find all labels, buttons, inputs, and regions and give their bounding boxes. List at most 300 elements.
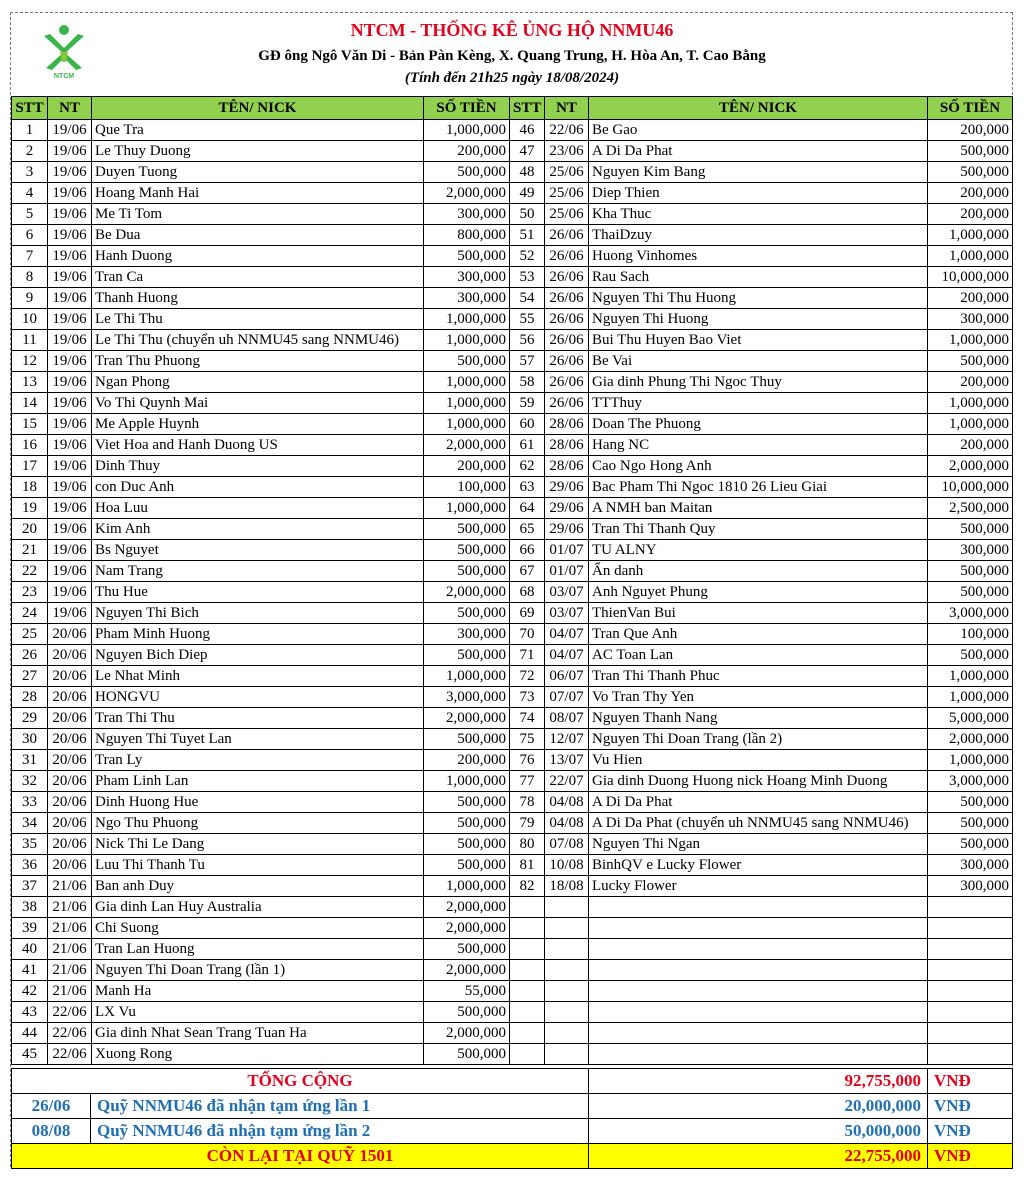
amount-cell: 1,000,000 <box>928 246 1013 267</box>
amount-cell: 500,000 <box>928 834 1013 855</box>
name-cell: HONGVU <box>92 687 424 708</box>
stt-cell: 10 <box>12 309 48 330</box>
stt-cell: 41 <box>12 960 48 981</box>
stt-cell: 55 <box>510 309 545 330</box>
stt-cell: 40 <box>12 939 48 960</box>
date-cell: 04/07 <box>545 645 589 666</box>
amount-cell: 200,000 <box>928 204 1013 225</box>
name-cell: Luu Thi Thanh Tu <box>92 855 424 876</box>
advance2-amount: 50,000,000 <box>589 1119 928 1144</box>
date-cell: 01/07 <box>545 540 589 561</box>
date-cell: 21/06 <box>48 981 92 1002</box>
donation-table-left <box>11 96 510 1065</box>
amount-cell: 300,000 <box>424 624 510 645</box>
stt-cell: 39 <box>12 918 48 939</box>
amount-cell: 1,000,000 <box>424 771 510 792</box>
name-cell: Tran Ly <box>92 750 424 771</box>
table-row <box>12 1023 510 1044</box>
amount-cell: 300,000 <box>928 876 1013 897</box>
table-row <box>12 750 510 771</box>
table-row <box>12 582 510 603</box>
date-cell: 28/06 <box>545 435 589 456</box>
amount-cell: 200,000 <box>424 456 510 477</box>
col-header-name: TÊN/ NICK <box>92 97 424 120</box>
table-row <box>12 813 510 834</box>
name-cell: Ngo Thu Phuong <box>92 813 424 834</box>
table-row <box>12 939 510 960</box>
empty-row <box>510 960 1013 981</box>
name-cell: Tran Que Anh <box>589 624 928 645</box>
stt-cell: 15 <box>12 414 48 435</box>
name-cell: Thu Hue <box>92 582 424 603</box>
amount-cell: 1,000,000 <box>928 330 1013 351</box>
date-cell: 29/06 <box>545 477 589 498</box>
name-cell: Me Ti Tom <box>92 204 424 225</box>
table-row <box>12 855 510 876</box>
amount-cell: 200,000 <box>424 141 510 162</box>
amount-cell: 500,000 <box>424 162 510 183</box>
stt-cell: 63 <box>510 477 545 498</box>
amount-cell: 1,000,000 <box>424 330 510 351</box>
table-row <box>12 393 510 414</box>
total-currency: VNĐ <box>928 1069 1013 1094</box>
table-row <box>12 960 510 981</box>
amount-cell: 2,000,000 <box>424 435 510 456</box>
stt-cell: 68 <box>510 582 545 603</box>
stt-cell: 26 <box>12 645 48 666</box>
date-cell: 19/06 <box>48 477 92 498</box>
table-row <box>12 687 510 708</box>
stt-cell: 61 <box>510 435 545 456</box>
table-row <box>12 729 510 750</box>
name-cell: Be Gao <box>589 120 928 141</box>
amount-cell: 500,000 <box>928 519 1013 540</box>
name-cell <box>589 918 928 939</box>
stt-cell: 20 <box>12 519 48 540</box>
stt-cell: 2 <box>12 141 48 162</box>
date-cell: 28/06 <box>545 456 589 477</box>
amount-cell: 500,000 <box>424 855 510 876</box>
name-cell: Viet Hoa and Hanh Duong US <box>92 435 424 456</box>
stt-cell: 76 <box>510 750 545 771</box>
name-cell: Pham Minh Huong <box>92 624 424 645</box>
amount-cell: 2,000,000 <box>424 708 510 729</box>
as-of-date: (Tính đến 21h25 ngày 18/08/2024) <box>404 70 620 86</box>
amount-cell: 100,000 <box>424 477 510 498</box>
stt-cell: 50 <box>510 204 545 225</box>
amount-cell: 1,000,000 <box>928 393 1013 414</box>
stt-cell: 12 <box>12 351 48 372</box>
stt-cell <box>510 897 545 918</box>
date-cell: 29/06 <box>545 519 589 540</box>
name-cell <box>589 1002 928 1023</box>
donation-table-right <box>509 96 1013 1065</box>
date-cell: 19/06 <box>48 330 92 351</box>
date-cell: 26/06 <box>545 267 589 288</box>
stt-cell: 34 <box>12 813 48 834</box>
table-row <box>510 414 1013 435</box>
date-cell: 19/06 <box>48 351 92 372</box>
table-row <box>12 540 510 561</box>
name-cell: Ẩn danh <box>589 561 928 582</box>
amount-cell: 500,000 <box>424 1044 510 1065</box>
stt-cell: 38 <box>12 897 48 918</box>
table-row <box>12 834 510 855</box>
amount-cell: 1,000,000 <box>424 498 510 519</box>
amount-cell <box>928 1023 1013 1044</box>
date-cell: 19/06 <box>48 309 92 330</box>
stt-cell: 35 <box>12 834 48 855</box>
date-cell: 19/06 <box>48 561 92 582</box>
date-cell: 21/06 <box>48 897 92 918</box>
table-row <box>510 120 1013 141</box>
name-cell: Huong Vinhomes <box>589 246 928 267</box>
stt-cell: 46 <box>510 120 545 141</box>
name-cell: Gia dinh Duong Huong nick Hoang Minh Duong <box>589 771 928 792</box>
amount-cell <box>928 897 1013 918</box>
empty-row <box>510 1044 1013 1065</box>
stt-cell: 32 <box>12 771 48 792</box>
table-row <box>510 771 1013 792</box>
stt-cell: 80 <box>510 834 545 855</box>
stt-cell: 21 <box>12 540 48 561</box>
name-cell: Nguyen Bich Diep <box>92 645 424 666</box>
table-row <box>510 246 1013 267</box>
amount-cell: 800,000 <box>424 225 510 246</box>
name-cell: Cao Ngo Hong Anh <box>589 456 928 477</box>
amount-cell: 300,000 <box>928 309 1013 330</box>
table-row <box>510 645 1013 666</box>
table-row <box>12 456 510 477</box>
date-cell <box>545 897 589 918</box>
amount-cell: 1,000,000 <box>928 687 1013 708</box>
date-cell: 22/06 <box>48 1002 92 1023</box>
date-cell: 20/06 <box>48 645 92 666</box>
name-cell: A Di Da Phat <box>589 141 928 162</box>
amount-cell: 3,000,000 <box>928 603 1013 624</box>
date-cell: 20/06 <box>48 729 92 750</box>
date-cell: 20/06 <box>48 792 92 813</box>
date-cell: 19/06 <box>48 204 92 225</box>
table-row <box>510 624 1013 645</box>
stt-cell: 13 <box>12 372 48 393</box>
amount-cell: 5,000,000 <box>928 708 1013 729</box>
name-cell: Le Nhat Minh <box>92 666 424 687</box>
amount-cell: 1,000,000 <box>424 393 510 414</box>
stt-cell: 25 <box>12 624 48 645</box>
date-cell: 20/06 <box>48 834 92 855</box>
table-row <box>510 561 1013 582</box>
amount-cell: 2,000,000 <box>928 456 1013 477</box>
date-cell: 19/06 <box>48 603 92 624</box>
stt-cell: 51 <box>510 225 545 246</box>
stt-cell: 78 <box>510 792 545 813</box>
date-cell: 19/06 <box>48 225 92 246</box>
name-cell: Diep Thien <box>589 183 928 204</box>
date-cell: 04/07 <box>545 624 589 645</box>
name-cell: Be Vai <box>589 351 928 372</box>
name-cell: Rau Sach <box>589 267 928 288</box>
table-row <box>12 666 510 687</box>
amount-cell: 200,000 <box>928 120 1013 141</box>
name-cell: Kha Thuc <box>589 204 928 225</box>
amount-cell: 100,000 <box>928 624 1013 645</box>
date-cell <box>545 1002 589 1023</box>
stt-cell <box>510 1002 545 1023</box>
date-cell: 19/06 <box>48 246 92 267</box>
advance2-label: Quỹ NNMU46 đã nhận tạm ứng lần 2 <box>91 1119 589 1144</box>
table-row <box>510 855 1013 876</box>
amount-cell: 1,000,000 <box>928 666 1013 687</box>
name-cell: Nam Trang <box>92 561 424 582</box>
date-cell: 01/07 <box>545 561 589 582</box>
stt-cell: 77 <box>510 771 545 792</box>
date-cell: 20/06 <box>48 624 92 645</box>
date-cell: 20/06 <box>48 813 92 834</box>
table-row <box>510 267 1013 288</box>
date-cell: 19/06 <box>48 498 92 519</box>
col-header-name: TÊN/ NICK <box>589 97 928 120</box>
table-row <box>12 1002 510 1023</box>
amount-cell: 2,000,000 <box>424 183 510 204</box>
advance2-date: 08/08 <box>12 1119 91 1144</box>
page-subtitle: GĐ ông Ngô Văn Di - Bản Pàn Kèng, X. Quang Trung, H. Hòa An, T. Cao Bằng <box>258 48 766 64</box>
date-cell: 20/06 <box>48 771 92 792</box>
table-row <box>510 792 1013 813</box>
name-cell: con Duc Anh <box>92 477 424 498</box>
stt-cell <box>510 960 545 981</box>
col-header-stt: STT <box>12 97 48 120</box>
date-cell: 13/07 <box>545 750 589 771</box>
date-cell: 19/06 <box>48 540 92 561</box>
amount-cell: 500,000 <box>424 939 510 960</box>
table-row <box>12 498 510 519</box>
stt-cell: 19 <box>12 498 48 519</box>
name-cell: Vo Thi Quynh Mai <box>92 393 424 414</box>
col-header-stt: STT <box>510 97 545 120</box>
stt-cell: 79 <box>510 813 545 834</box>
amount-cell: 1,000,000 <box>928 225 1013 246</box>
name-cell: Que Tra <box>92 120 424 141</box>
amount-cell: 500,000 <box>928 582 1013 603</box>
name-cell: A Di Da Phat (chuyển uh NNMU45 sang NNMU46) <box>589 813 928 834</box>
stt-cell: 9 <box>12 288 48 309</box>
amount-cell: 500,000 <box>424 561 510 582</box>
date-cell: 20/06 <box>48 687 92 708</box>
table-row <box>12 981 510 1002</box>
amount-cell: 10,000,000 <box>928 477 1013 498</box>
date-cell: 22/06 <box>545 120 589 141</box>
table-row <box>510 666 1013 687</box>
stt-cell: 54 <box>510 288 545 309</box>
stt-cell: 17 <box>12 456 48 477</box>
date-cell: 20/06 <box>48 750 92 771</box>
amount-cell: 3,000,000 <box>424 687 510 708</box>
name-cell: Le Thi Thu (chuyển uh NNMU45 sang NNMU46) <box>92 330 424 351</box>
remaining-currency: VNĐ <box>928 1144 1013 1169</box>
advance1-date: 26/06 <box>12 1094 91 1119</box>
date-cell: 19/06 <box>48 267 92 288</box>
stt-cell: 66 <box>510 540 545 561</box>
table-row <box>12 204 510 225</box>
amount-cell: 2,000,000 <box>424 897 510 918</box>
stt-cell: 43 <box>12 1002 48 1023</box>
stt-cell: 30 <box>12 729 48 750</box>
date-cell: 19/06 <box>48 141 92 162</box>
name-cell: Dinh Thuy <box>92 456 424 477</box>
advance2-currency: VNĐ <box>928 1119 1013 1144</box>
stt-cell: 23 <box>12 582 48 603</box>
table-row <box>12 141 510 162</box>
amount-cell: 200,000 <box>928 288 1013 309</box>
table-row <box>510 519 1013 540</box>
remaining-amount: 22,755,000 <box>589 1144 928 1169</box>
amount-cell: 500,000 <box>424 792 510 813</box>
table-row <box>12 876 510 897</box>
amount-cell <box>928 939 1013 960</box>
name-cell: Gia dinh Lan Huy Australia <box>92 897 424 918</box>
stt-cell: 8 <box>12 267 48 288</box>
table-row <box>510 288 1013 309</box>
name-cell: BinhQV e Lucky Flower <box>589 855 928 876</box>
col-header-nt: NT <box>545 97 589 120</box>
table-row <box>12 519 510 540</box>
name-cell: TTThuy <box>589 393 928 414</box>
name-cell: Lucky Flower <box>589 876 928 897</box>
date-cell: 19/06 <box>48 288 92 309</box>
name-cell: Tran Thi Thanh Phuc <box>589 666 928 687</box>
stt-cell: 75 <box>510 729 545 750</box>
name-cell: Nguyen Thi Tuyet Lan <box>92 729 424 750</box>
date-cell: 04/08 <box>545 813 589 834</box>
stt-cell: 5 <box>12 204 48 225</box>
name-cell: LX Vu <box>92 1002 424 1023</box>
amount-cell: 1,000,000 <box>424 309 510 330</box>
stt-cell: 29 <box>12 708 48 729</box>
name-cell: Hanh Duong <box>92 246 424 267</box>
name-cell: Nick Thi Le Dang <box>92 834 424 855</box>
date-cell: 26/06 <box>545 330 589 351</box>
table-row <box>12 792 510 813</box>
name-cell: Le Thuy Duong <box>92 141 424 162</box>
table-row <box>510 204 1013 225</box>
stt-cell: 44 <box>12 1023 48 1044</box>
name-cell: Duyen Tuong <box>92 162 424 183</box>
name-cell: Me Apple Huynh <box>92 414 424 435</box>
table-row <box>12 309 510 330</box>
amount-cell: 500,000 <box>424 351 510 372</box>
date-cell: 26/06 <box>545 288 589 309</box>
table-row <box>510 162 1013 183</box>
total-label: TỔNG CỘNG <box>12 1069 589 1094</box>
date-cell: 19/06 <box>48 372 92 393</box>
stt-cell: 28 <box>12 687 48 708</box>
name-cell: Bui Thu Huyen Bao Viet <box>589 330 928 351</box>
name-cell: Vu Hien <box>589 750 928 771</box>
name-cell: TU ALNY <box>589 540 928 561</box>
stt-cell <box>510 1044 545 1065</box>
name-cell: Tran Thi Thu <box>92 708 424 729</box>
table-row <box>12 414 510 435</box>
date-cell: 19/06 <box>48 519 92 540</box>
date-cell: 07/07 <box>545 687 589 708</box>
name-cell: Tran Thi Thanh Quy <box>589 519 928 540</box>
advance-row-1 <box>12 1094 1013 1119</box>
amount-cell: 200,000 <box>424 750 510 771</box>
date-cell <box>545 981 589 1002</box>
stt-cell: 14 <box>12 393 48 414</box>
date-cell: 28/06 <box>545 414 589 435</box>
date-cell: 19/06 <box>48 435 92 456</box>
name-cell: Be Dua <box>92 225 424 246</box>
amount-cell: 2,000,000 <box>424 918 510 939</box>
name-cell: ThaiDzuy <box>589 225 928 246</box>
stt-cell: 57 <box>510 351 545 372</box>
table-row <box>12 477 510 498</box>
date-cell: 08/07 <box>545 708 589 729</box>
amount-cell <box>928 1044 1013 1065</box>
amount-cell: 500,000 <box>424 540 510 561</box>
name-cell: Nguyen Kim Bang <box>589 162 928 183</box>
amount-cell: 500,000 <box>424 246 510 267</box>
table-row <box>510 456 1013 477</box>
name-cell: Hang NC <box>589 435 928 456</box>
stt-cell <box>510 981 545 1002</box>
stt-cell: 45 <box>12 1044 48 1065</box>
amount-cell <box>928 918 1013 939</box>
amount-cell: 500,000 <box>424 645 510 666</box>
table-row <box>510 687 1013 708</box>
date-cell: 26/06 <box>545 309 589 330</box>
table-row <box>12 1044 510 1065</box>
table-row <box>12 120 510 141</box>
date-cell: 19/06 <box>48 393 92 414</box>
table-row <box>12 918 510 939</box>
col-header-amount: SỐ TIỀN <box>928 97 1013 120</box>
table-row <box>12 561 510 582</box>
stt-cell: 58 <box>510 372 545 393</box>
name-cell: Chi Suong <box>92 918 424 939</box>
stt-cell: 72 <box>510 666 545 687</box>
amount-cell: 200,000 <box>928 183 1013 204</box>
table-header-row <box>510 97 1013 120</box>
name-cell: Manh Ha <box>92 981 424 1002</box>
name-cell: Bs Nguyet <box>92 540 424 561</box>
table-row <box>510 309 1013 330</box>
advance1-label: Quỹ NNMU46 đã nhận tạm ứng lần 1 <box>91 1094 589 1119</box>
table-row <box>510 141 1013 162</box>
name-cell <box>589 1023 928 1044</box>
table-row <box>12 645 510 666</box>
stt-cell: 33 <box>12 792 48 813</box>
amount-cell: 500,000 <box>424 729 510 750</box>
stt-cell: 42 <box>12 981 48 1002</box>
name-cell: Nguyen Thi Ngan <box>589 834 928 855</box>
stt-cell: 69 <box>510 603 545 624</box>
name-cell: Anh Nguyet Phung <box>589 582 928 603</box>
date-cell: 20/06 <box>48 666 92 687</box>
name-cell: Thanh Huong <box>92 288 424 309</box>
stt-cell: 52 <box>510 246 545 267</box>
amount-cell: 500,000 <box>424 834 510 855</box>
amount-cell: 300,000 <box>424 288 510 309</box>
date-cell <box>545 1023 589 1044</box>
amount-cell: 300,000 <box>424 204 510 225</box>
table-row <box>510 603 1013 624</box>
stt-cell: 60 <box>510 414 545 435</box>
date-cell: 26/06 <box>545 372 589 393</box>
empty-row <box>510 1023 1013 1044</box>
